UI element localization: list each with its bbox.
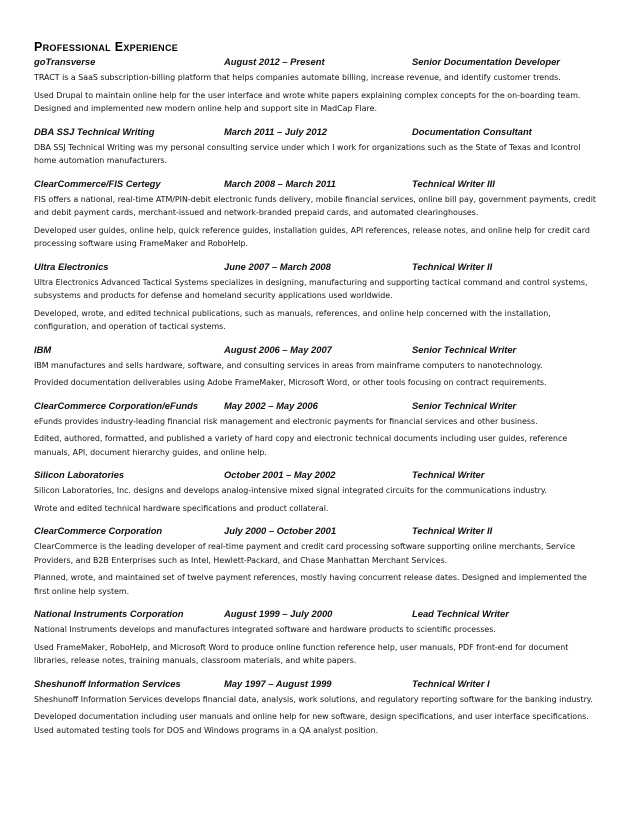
job-header — [34, 469, 604, 482]
job-title: Technical Writer II — [412, 260, 493, 272]
job-description: Used FrameMaker, RoboHelp, and Microsoft Word to produce online function reference help, user manuals, PDF front-end for document libraries, release notes, training manuals, classroom materials, and white papers. — [34, 642, 569, 665]
job-dates: March 2008 – March 2011 — [224, 177, 336, 189]
section-title: Professional Experience — [34, 40, 179, 54]
job-description: Ultra Electronics Advanced Tactical Systems specializes in designing, manufacturing and supporting tactical command and control systems, subsystems and products for defense and homeland security applications used worldwide. — [34, 277, 588, 300]
job-company: IBM — [34, 343, 52, 355]
job-header — [34, 126, 604, 139]
job-description: IBM manufactures and sells hardware, software, and consulting services in areas from mainframe computers to nanotechnology. — [34, 360, 543, 370]
job-title: Documentation Consultant — [412, 125, 532, 137]
job-company: Silicon Laboratories — [34, 469, 125, 480]
job-description: ClearCommerce is the leading developer of real-time payment and credit card processing software supporting online merchants, Service Providers, and B2B Enterprises such as Intel, Hewlett-Packard, and Chase Manhattan Merchant Services. — [34, 542, 576, 565]
job-header — [34, 56, 604, 69]
job-dates: October 2001 – May 2002 — [224, 469, 336, 480]
job-dates: August 2012 – Present — [224, 56, 325, 67]
experience-list — [34, 56, 604, 737]
job-description: Silicon Laboratories, Inc. designs and develops analog-intensive mixed signal integrated circuits for the communications industry. — [34, 486, 547, 495]
job-description: Wrote and edited technical hardware specifications and product collateral. — [34, 503, 329, 513]
job-dates: June 2007 – March 2008 — [224, 260, 331, 272]
resume-page — [34, 40, 604, 747]
job-title: Lead Technical Writer — [412, 608, 509, 619]
job-entry — [34, 400, 604, 460]
job-title: Technical Writer III — [412, 177, 495, 189]
job-entry — [34, 56, 604, 116]
job-company: DBA SSJ Technical Writing — [34, 125, 155, 137]
job-company: ClearCommerce Corporation — [34, 525, 163, 536]
job-entry — [34, 469, 604, 515]
job-title: Senior Technical Writer — [412, 343, 517, 355]
job-description: DBA SSJ Technical Writing was my personal consulting service under which I work for organizations such as the State of Texas and Icontrol home automation manufacturers. — [34, 142, 581, 165]
job-title: Technical Writer — [412, 469, 485, 480]
job-header — [34, 178, 604, 191]
job-dates: August 1999 – July 2000 — [224, 608, 333, 619]
job-description: Used Drupal to maintain online help for the user interface and wrote white papers explaining complex concepts for the on-boarding team. Designed and implemented new modern online help and support site in MadCap Flare. — [34, 90, 581, 113]
job-title: Senior Documentation Developer — [412, 56, 560, 67]
job-description: Edited, authored, formatted, and published a variety of hard copy and electronic technical documents including user guides, reference manuals, API, document hierarchy guides, and online help. — [34, 434, 568, 457]
job-description: Sheshunoff Information Services develops financial data, analysis, work solutions, and regulatory reporting software for the banking industry. — [34, 694, 593, 704]
job-company: Ultra Electronics — [34, 260, 109, 272]
job-header — [34, 344, 604, 357]
job-header — [34, 525, 604, 538]
job-entry — [34, 126, 604, 168]
job-header — [34, 678, 604, 691]
job-dates: May 1997 – August 1999 — [224, 677, 332, 689]
job-description: TRACT is a SaaS subscription-billing platform that helps companies automate billing, increase revenue, and identify customer trends. — [34, 73, 561, 82]
job-header — [34, 261, 604, 274]
job-entry — [34, 525, 604, 598]
job-dates: May 2002 – May 2006 — [224, 399, 318, 411]
job-description: FIS offers a national, real-time ATM/PIN-debit electronic funds delivery, mobile financial services, online bill pay, government payments, credit and debit payment cards, merchant-issued and network-branded prepaid cards, and automated clearinghouses. — [34, 194, 596, 217]
job-title: Technical Writer II — [412, 525, 493, 536]
job-company: ClearCommerce Corporation/eFunds — [34, 399, 199, 411]
job-company: goTransverse — [34, 56, 96, 67]
job-entry — [34, 178, 604, 251]
job-title: Senior Technical Writer — [412, 399, 517, 411]
job-description: Developed documentation including user manuals and online help for new software, design specifications, and user interface specifications. Used automated testing tools for DOS and Windows programs in a QA analyst position. — [34, 712, 589, 735]
job-description: Developed user guides, online help, quick reference guides, installation guides, API references, release notes, and online help for credit card processing software using FrameMaker and RoboHelp. — [34, 225, 590, 248]
job-company: Sheshunoff Information Services — [34, 677, 181, 689]
job-description: Provided documentation deliverables using Adobe FrameMaker, Microsoft Word, or other tools focusing on contract requirements. — [34, 378, 547, 387]
job-entry — [34, 608, 604, 668]
job-dates: March 2011 – July 2012 — [224, 125, 328, 137]
job-header — [34, 608, 604, 621]
job-dates: July 2000 – October 2001 — [224, 525, 337, 536]
job-description: eFunds provides industry-leading financial risk management and electronic payments for financial services and other business. — [34, 416, 538, 426]
job-company: ClearCommerce/FIS Certegy — [34, 177, 161, 189]
job-description: Planned, wrote, and maintained set of twelve payment references, mostly having concurrent release dates. Designed and implemented the first online help system. — [34, 573, 587, 596]
job-header — [34, 400, 604, 413]
job-company: National Instruments Corporation — [34, 608, 184, 619]
job-title: Technical Writer I — [412, 677, 490, 689]
job-dates: August 2006 – May 2007 — [224, 343, 332, 355]
job-entry — [34, 344, 604, 390]
job-entry — [34, 678, 604, 738]
job-entry — [34, 261, 604, 334]
job-description: Developed, wrote, and edited technical publications, such as manuals, references, and online help concerned with the installation, configuration, and operation of tactical systems. — [34, 308, 551, 331]
job-description: National Instruments develops and manufactures integrated software and hardware products to scientific processes. — [34, 625, 496, 634]
